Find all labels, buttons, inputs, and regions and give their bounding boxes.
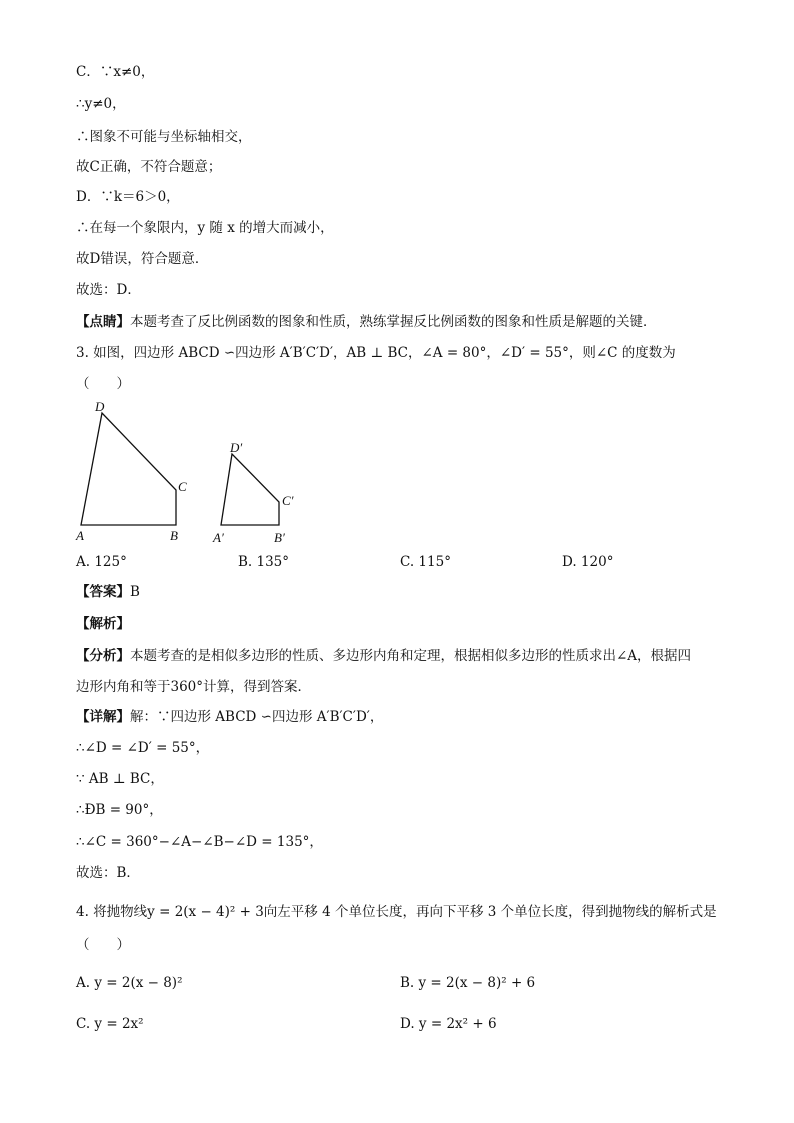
option-b: B. 135° [238,554,290,570]
answer-line [76,582,140,602]
quadrilateral-abcd [81,413,176,525]
question-stem: 4. 将抛物线y = 2(x − 4)² + 3向左平移 4 个单位长度，再向下平移 3 个单位长度，得到抛物线的解析式是 [76,904,717,920]
text-line: ∴在每一个象限内，y 随 x 的增大而减小， [76,220,334,236]
dianjing-text: 本题考查了反比例函数的图象和性质，熟练掌握反比例函数的图象和性质是解题的关键． [130,314,657,330]
quadrilateral-abcd-prime [221,454,279,525]
fenxi-text: 本题考查的是相似多边形的性质、多边形内角和定理，根据相似多边形的性质求出∠A，根据四 [130,648,692,664]
solution-step: ∴∠C = 360°−∠A−∠B−∠D = 135°， [76,834,323,850]
vertex-label-b-prime: B′ [274,530,285,545]
dianjing-heading: 【点睛】 [76,314,130,330]
vertex-label-a: A [76,528,84,543]
vertex-label-c-prime: C′ [282,493,294,508]
xiangjie-text: 解：∵四边形 ABCD ∽四边形 A′B′C′D′， [130,709,384,725]
text-line: 故D错误，符合题意． [76,251,209,267]
quadrilateral-figure [70,396,330,546]
option-d: D. y = 2x² + 6 [400,1016,497,1032]
fenxi-heading: 【分析】 [76,648,130,664]
text-line: 故C正确，不符合题意； [76,159,222,175]
text-line: D．∵k＝6＞0， [76,189,180,205]
option-a: A. y = 2(x − 8)² [76,975,183,991]
solution-step: 故选：B． [76,865,140,881]
solution-step: ∴∠D = ∠D′ = 55°， [76,740,210,756]
vertex-label-a-prime: A′ [213,530,224,545]
xiangjie-line [76,707,383,727]
answer-parentheses: （ ） [76,937,130,953]
dianjing-line [76,312,657,332]
text-line: ∴y≠0， [76,96,126,112]
option-c: C. y = 2x² [76,1016,144,1032]
vertex-label-b: B [170,528,178,543]
solution-step: ∴ÐB = 90°， [76,802,163,818]
vertex-label-c: C [178,479,187,494]
answer-heading: 【答案】 [76,584,130,600]
vertex-label-d-prime: D′ [230,440,243,455]
vertex-label-d: D [95,399,105,414]
fenxi-line [76,646,691,666]
text-line: 故选：D． [76,282,141,298]
jiexi-heading: 【解析】 [76,616,130,632]
option-a: A. 125° [76,554,127,570]
answer-parentheses: （ ） [76,376,130,392]
text-line: ∴图象不可能与坐标轴相交， [76,129,252,145]
text-line: C．∵x≠0， [76,64,155,80]
fenxi-text-2: 边形内角和等于360°计算，得到答案． [76,679,312,695]
xiangjie-heading: 【详解】 [76,709,130,725]
option-d: D. 120° [562,554,614,570]
question-stem: 3. 如图，四边形 ABCD ∽四边形 A′B′C′D′，AB ⊥ BC，∠A = 80°，∠D′ = 55°，则∠C 的度数为 [76,345,676,361]
solution-step: ∵ AB ⊥ BC， [76,771,164,787]
answer-value: B [130,584,140,600]
option-c: C. 115° [400,554,451,570]
option-b: B. y = 2(x − 8)² + 6 [400,975,536,991]
